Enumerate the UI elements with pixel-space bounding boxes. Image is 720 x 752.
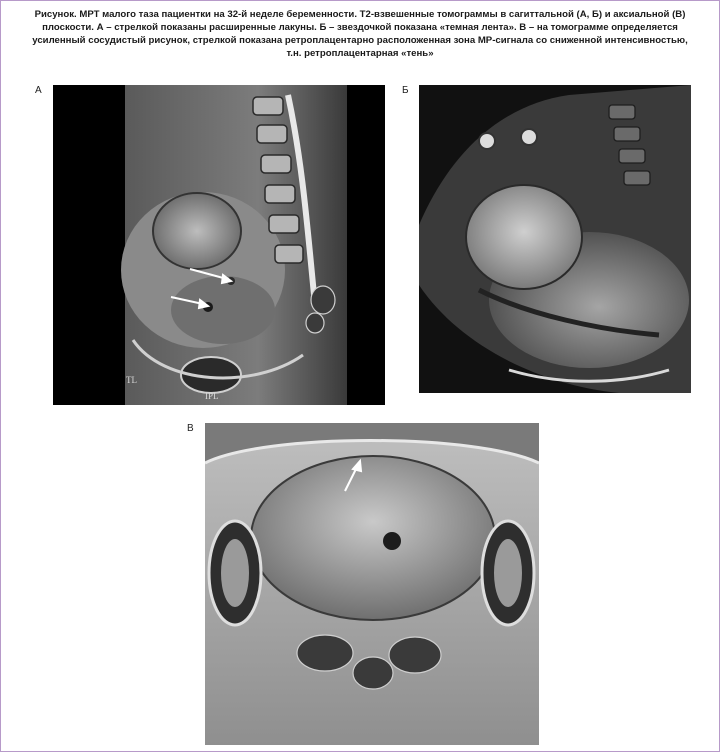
mri-axial-c xyxy=(205,423,539,745)
marker-ipl: IPL xyxy=(205,391,219,401)
caption-line-4: т.н. ретроплацентарная «тень» xyxy=(286,48,434,59)
mri-axial-c-image xyxy=(205,423,539,745)
caption-line-1: Рисунок. МРТ малого таза пациентки на 32-й неделе беременности. Т2-взвешенные томограммы в сагиттальной (А, Б) и аксиальной (В) xyxy=(34,9,686,20)
panel-b-label: Б xyxy=(402,85,409,96)
panel-a-label: А xyxy=(35,85,42,96)
caption-line-2: плоскости. А – стрелкой показаны расширенные лакуны. Б – звездочкой показана «темная лента». В – на томограмме определяется xyxy=(42,22,678,33)
mri-sagittal-b xyxy=(419,85,691,393)
figure-caption xyxy=(9,8,711,60)
marker-tl: TL xyxy=(126,375,137,385)
caption-line-3: усиленный сосудистый рисунок, стрелкой показана ретроплацентарно расположенная зона МР-сигнала со сниженной интенсивностью, xyxy=(32,35,688,46)
mri-sagittal-a-image xyxy=(53,85,385,405)
panel-c-label: В xyxy=(187,423,194,434)
mri-sagittal-b-image xyxy=(419,85,691,393)
mri-sagittal-a xyxy=(53,85,385,405)
